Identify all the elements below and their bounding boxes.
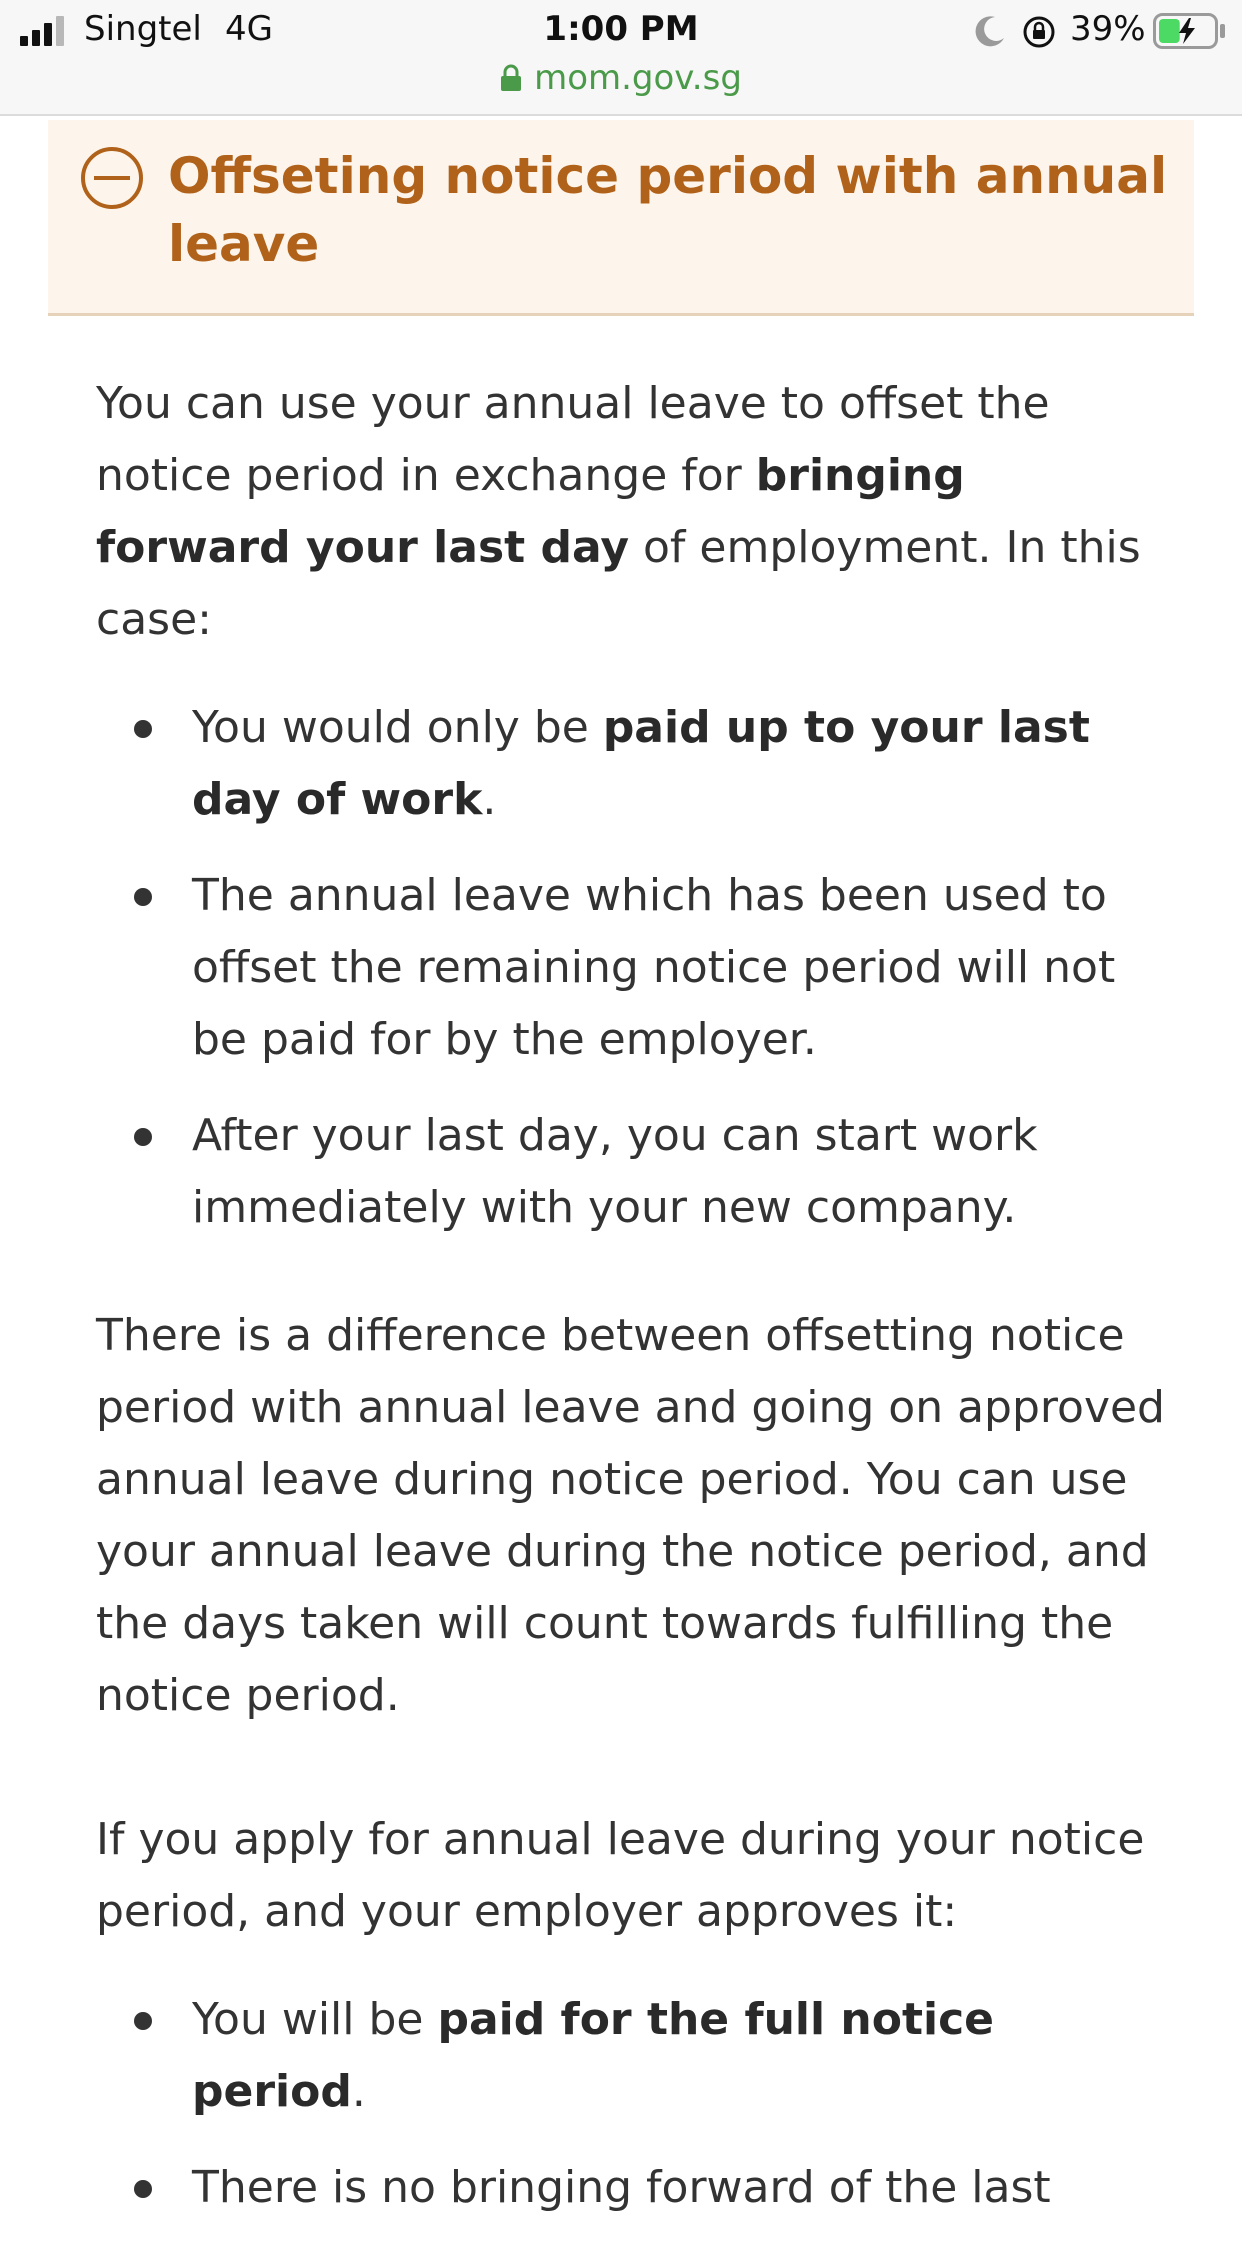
bullet-dot bbox=[134, 888, 152, 906]
list-item bbox=[96, 692, 1166, 836]
battery-icon bbox=[1153, 13, 1227, 49]
list-item bbox=[96, 1100, 1166, 1244]
paragraph-offset-intro bbox=[96, 368, 1166, 656]
bullet-dot bbox=[134, 2180, 152, 2198]
url-text: mom.gov.sg bbox=[534, 58, 742, 98]
collapse-minus-icon[interactable] bbox=[80, 146, 144, 210]
bold-text: paid for the full notice period bbox=[192, 1994, 994, 2117]
list-item bbox=[96, 2152, 1166, 2224]
text-span: You can use your annual leave to offset the notice period in exchange for bbox=[96, 378, 1050, 501]
text-span: . bbox=[482, 774, 497, 825]
bold-text: bringing forward your last day bbox=[96, 450, 965, 573]
bullet-dot bbox=[134, 2012, 152, 2030]
moon-icon bbox=[973, 14, 1007, 48]
text-span: The annual leave which has been used to offset the remaining notice period will not be paid for by the employer. bbox=[192, 870, 1116, 1065]
text-span: After your last day, you can start work immediately with your new company. bbox=[192, 1110, 1038, 1233]
bold-text: paid up to your last day of work bbox=[192, 702, 1090, 825]
text-span: . bbox=[351, 2066, 366, 2117]
padlock-icon bbox=[500, 64, 522, 92]
status-bar bbox=[0, 0, 1242, 116]
approved-leave-list bbox=[96, 1984, 1166, 2224]
accordion-title: Offseting notice period with annual leave bbox=[168, 147, 1168, 273]
bullet-dot bbox=[134, 1128, 152, 1146]
list-item bbox=[96, 860, 1166, 1076]
rotation-lock-icon bbox=[1021, 14, 1057, 50]
text-span: There is no bringing forward of the last bbox=[192, 2162, 1051, 2213]
carrier-name: Singtel bbox=[84, 9, 202, 49]
list-item bbox=[96, 1984, 1166, 2128]
text-span: You will be bbox=[192, 1994, 438, 2045]
bullet-dot bbox=[134, 720, 152, 738]
battery-percentage: 39% bbox=[1070, 9, 1146, 49]
text-span: You would only be bbox=[192, 702, 603, 753]
paragraph-difference: There is a difference between offsetting notice period with annual leave and going on approved annual leave during notice period. You can use your annual leave during the notice period, and the days taken will count towards fulfilling the notice period. bbox=[96, 1310, 1165, 1721]
accordion-content bbox=[96, 368, 1166, 2248]
offset-consequences-list bbox=[96, 692, 1166, 1244]
clock: 1:00 PM bbox=[543, 9, 699, 49]
accordion-header-offsetting-notice[interactable] bbox=[48, 120, 1194, 316]
network-type: 4G bbox=[225, 9, 273, 49]
address-bar[interactable] bbox=[0, 58, 1242, 98]
paragraph-apply-leave: If you apply for annual leave during your notice period, and your employer approves it: bbox=[96, 1814, 1145, 1937]
text-span: of employment. In this case: bbox=[96, 522, 1141, 645]
